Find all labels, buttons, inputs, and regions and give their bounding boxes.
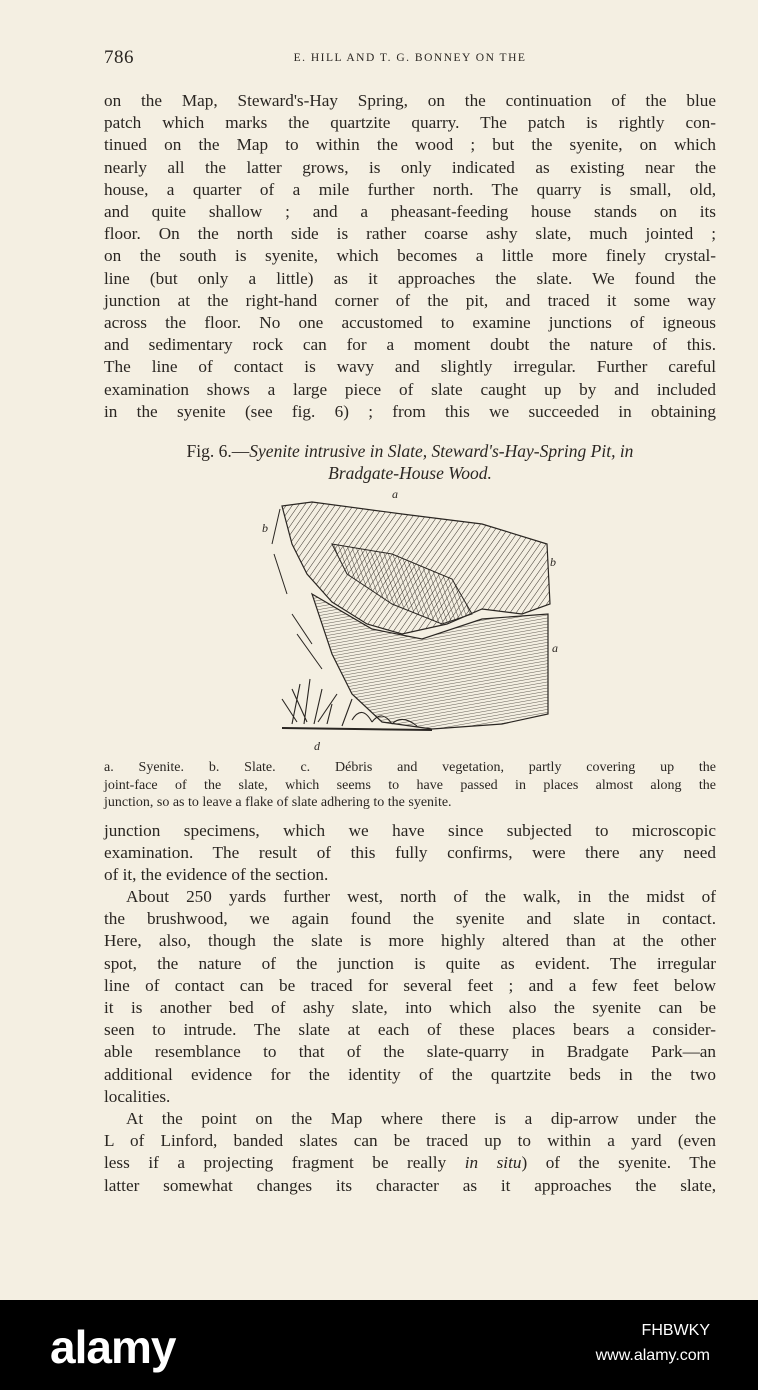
text-line: on the south is syenite, which becomes a little more finely crystal- bbox=[104, 246, 716, 266]
text-line: junction specimens, which we have since subjected to microscopic bbox=[104, 821, 716, 840]
figure-letter-b-left: b bbox=[262, 521, 268, 535]
text-line: line of contact can be traced for several feet ; and a few feet below bbox=[104, 975, 716, 995]
text-segment: less if a projecting fragment be really bbox=[104, 1153, 465, 1173]
caption-line: a. Syenite. b. Slate. c. Débris and vegetation, partly covering up the bbox=[104, 760, 716, 775]
text-line: About 250 yards further west, north of the walk, in the midst of bbox=[126, 887, 716, 906]
text-line: The line of contact is wavy and slightly irregular. Further careful bbox=[104, 357, 716, 377]
text-line: patch which marks the quartzite quarry. The patch is rightly con- bbox=[104, 113, 716, 133]
text-line: nearly all the latter grows, is only indicated as existing near the bbox=[104, 157, 716, 177]
text-line: the brushwood, we again found the syenite and slate in contact. bbox=[104, 909, 716, 929]
text-line: additional evidence for the identity of the quartzite beds in the two bbox=[104, 1064, 716, 1084]
text-line: seen to intrude. The slate at each of these places bears a consider- bbox=[104, 1020, 716, 1040]
figure-letter-b-right: b bbox=[550, 555, 556, 569]
text-line: in the syenite (see fig. 6) ; from this we succeeded in obtaining bbox=[104, 401, 716, 421]
text-line: house, a quarter of a mile further north. The quarry is small, old, bbox=[104, 179, 716, 199]
figure-caption bbox=[104, 759, 716, 812]
text-line: of it, the evidence of the section. bbox=[104, 865, 329, 885]
text-line: able resemblance to that of the slate-quarry in Bradgate Park—an bbox=[104, 1042, 716, 1062]
text-line: examination shows a large piece of slate caught up by and included bbox=[104, 379, 716, 399]
figure-title-text: Syenite intrusive in Slate, Steward's-Hay-Spring Pit, in bbox=[249, 441, 634, 461]
figure-title-line-2 bbox=[104, 462, 716, 484]
italic-segment: in situ bbox=[464, 1153, 522, 1173]
text-line: and quite shallow ; and a pheasant-feeding house stands on its bbox=[104, 202, 716, 222]
text-line: spot, the nature of the junction is quite as evident. The irregular bbox=[104, 953, 716, 973]
figure-title-text-2: Bradgate-House Wood. bbox=[328, 463, 492, 483]
stock-image-id: FHBWKY bbox=[641, 1322, 710, 1339]
figure-letter-a-right: a bbox=[552, 641, 558, 655]
caption-line: joint-face of the slate, which seems to have passed in places almost along the bbox=[104, 777, 716, 793]
paragraph-2 bbox=[104, 820, 716, 887]
figure-letter-a-top: a bbox=[392, 487, 398, 501]
text-line: examination. The result of this fully confirms, were there any need bbox=[104, 843, 716, 863]
text-line: latter somewhat changes its character as it approaches the slate, bbox=[104, 1175, 716, 1195]
page-number: 786 bbox=[104, 47, 134, 68]
text-line-with-italic bbox=[104, 1152, 716, 1174]
text-line: L of Linford, banded slates can be traced up to within a yard (even bbox=[104, 1131, 716, 1151]
paragraph-1 bbox=[104, 90, 716, 423]
stock-url: www.alamy.com bbox=[595, 1347, 710, 1364]
text-line: across the floor. No one accustomed to examine junctions of igneous bbox=[104, 313, 716, 333]
text-line: Here, also, though the slate is more highly altered than at the other bbox=[104, 931, 716, 951]
running-head: E. HILL AND T. G. BONNEY ON THE bbox=[293, 52, 527, 64]
figure-letter-d: d bbox=[314, 739, 320, 752]
text-line: At the point on the Map where there is a dip-arrow under the bbox=[126, 1109, 716, 1128]
caption-line: junction, so as to leave a flake of slate adhering to the syenite. bbox=[104, 795, 452, 810]
figure-title bbox=[104, 440, 716, 484]
text-line: localities. bbox=[104, 1086, 171, 1106]
text-segment: ) of the syenite. The bbox=[521, 1153, 716, 1173]
text-line: floor. On the north side is rather coarse ashy slate, much jointed ; bbox=[104, 224, 716, 244]
stock-watermark-bar bbox=[0, 1300, 758, 1390]
text-line: on the Map, Steward's-Hay Spring, on the continuation of the blue bbox=[104, 91, 716, 110]
geological-section-illustration bbox=[252, 484, 572, 752]
text-line: it is another bed of ashy slate, into which also the syenite can be bbox=[104, 998, 716, 1018]
paragraph-4 bbox=[104, 1108, 716, 1197]
stock-logo: alamy bbox=[50, 1321, 176, 1373]
text-line: tinued on the Map to within the wood ; but the syenite, on which bbox=[104, 135, 716, 155]
figure-label: Fig. 6.— bbox=[186, 441, 250, 461]
figure-title-line-1 bbox=[104, 440, 716, 462]
paragraph-3 bbox=[104, 886, 716, 1108]
page-header bbox=[104, 47, 716, 71]
text-line: junction at the right-hand corner of the pit, and traced it some way bbox=[104, 290, 716, 310]
text-line: line (but only a little) as it approaches the slate. We found the bbox=[104, 268, 716, 288]
text-line: and sedimentary rock can for a moment doubt the nature of this. bbox=[104, 335, 716, 355]
